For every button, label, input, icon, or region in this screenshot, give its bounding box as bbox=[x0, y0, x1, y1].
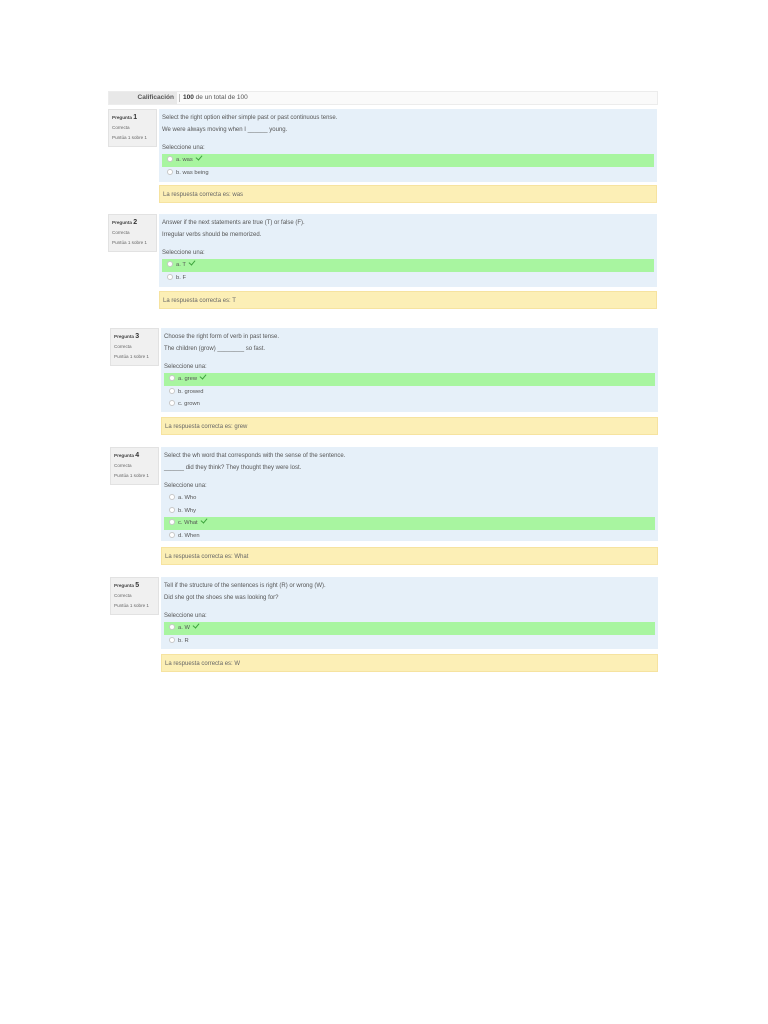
question-instruction: Select the wh word that corresponds with the sense of the sentence. bbox=[164, 453, 346, 459]
question-number-label: Pregunta bbox=[112, 220, 132, 225]
question-number-value: 4 bbox=[135, 452, 140, 459]
answer-option[interactable] bbox=[164, 517, 655, 530]
question-number bbox=[112, 218, 153, 228]
radio-button-icon[interactable] bbox=[167, 169, 173, 175]
question-info bbox=[108, 109, 157, 147]
answer-option[interactable] bbox=[164, 635, 655, 648]
answer-option[interactable] bbox=[164, 492, 655, 505]
answer-option-label: c. grown bbox=[178, 401, 200, 407]
correct-answer-feedback: La respuesta correcta es: What bbox=[161, 547, 658, 565]
select-label: Seleccione una: bbox=[162, 250, 205, 256]
question-number-label: Pregunta bbox=[114, 583, 134, 588]
question-status: Correcta bbox=[114, 344, 132, 349]
grade-summary bbox=[108, 91, 658, 105]
question-prompt: We were always moving when I ______ young. bbox=[162, 127, 288, 133]
grade-score: 100 bbox=[183, 94, 194, 101]
question-status: Correcta bbox=[114, 593, 132, 598]
radio-button-icon[interactable] bbox=[169, 624, 175, 630]
question-content bbox=[161, 328, 658, 412]
question-prompt: Did she got the shoes she was looking for? bbox=[164, 595, 279, 601]
grade-total-text: de un total de 100 bbox=[195, 94, 248, 101]
question-number-value: 1 bbox=[133, 114, 138, 121]
answer-option[interactable] bbox=[162, 167, 654, 180]
correct-answer-feedback: La respuesta correcta es: was bbox=[159, 185, 657, 203]
question-number-value: 3 bbox=[135, 333, 140, 340]
question-prompt: The children (grow) ________ so fast. bbox=[164, 346, 266, 352]
answer-option-label: a. T bbox=[176, 262, 186, 268]
grade-divider bbox=[179, 94, 180, 102]
radio-button-icon[interactable] bbox=[169, 388, 175, 394]
answer-option-label: a. Who bbox=[178, 495, 197, 501]
answer-option-label: b. F bbox=[176, 274, 186, 281]
radio-button-icon[interactable] bbox=[167, 274, 173, 280]
question-info bbox=[110, 577, 159, 615]
select-label: Seleccione una: bbox=[164, 483, 207, 489]
answer-option[interactable] bbox=[164, 386, 655, 399]
select-label: Seleccione una: bbox=[162, 145, 205, 151]
question-status: Correcta bbox=[112, 230, 130, 235]
question-content bbox=[159, 109, 657, 182]
grade-value bbox=[183, 92, 248, 104]
select-label: Seleccione una: bbox=[164, 364, 207, 370]
answer-option-label: a. grew bbox=[178, 376, 198, 382]
answer-option[interactable] bbox=[164, 530, 655, 543]
answer-option[interactable] bbox=[164, 373, 655, 386]
question-instruction: Select the right option either simple past or past continuous tense. bbox=[162, 115, 338, 121]
question-points: Puntúa 1 sobre 1 bbox=[112, 135, 147, 140]
answer-option[interactable] bbox=[162, 154, 654, 167]
radio-button-icon[interactable] bbox=[169, 494, 175, 500]
checkmark-icon bbox=[188, 258, 195, 265]
question-instruction: Choose the right form of verb in past tense. bbox=[164, 334, 280, 340]
radio-button-icon[interactable] bbox=[169, 507, 175, 513]
answer-option-label: a. W bbox=[178, 625, 190, 631]
answer-option[interactable] bbox=[162, 259, 654, 272]
question-info bbox=[108, 214, 157, 252]
question-number bbox=[114, 451, 155, 461]
question-status: Correcta bbox=[112, 125, 130, 130]
question-number bbox=[114, 332, 155, 342]
question-number-label: Pregunta bbox=[114, 453, 134, 458]
radio-button-icon[interactable] bbox=[169, 532, 175, 538]
question-instruction: Answer if the next statements are true (T) or false (F). bbox=[162, 220, 305, 226]
checkmark-icon bbox=[200, 372, 207, 379]
select-label: Seleccione una: bbox=[164, 613, 207, 619]
question-number-value: 2 bbox=[133, 219, 138, 226]
question-info bbox=[110, 447, 159, 485]
question-content bbox=[161, 577, 658, 649]
question-points: Puntúa 1 sobre 1 bbox=[112, 240, 147, 245]
answer-option[interactable] bbox=[164, 505, 655, 518]
radio-button-icon[interactable] bbox=[167, 261, 173, 267]
answer-option-label: b. was being bbox=[176, 169, 209, 176]
checkmark-icon bbox=[192, 621, 199, 628]
radio-button-icon[interactable] bbox=[167, 156, 173, 162]
question-points: Puntúa 1 sobre 1 bbox=[114, 473, 149, 478]
answer-option[interactable] bbox=[164, 398, 655, 411]
correct-answer-feedback: La respuesta correcta es: grew bbox=[161, 417, 658, 435]
question-number-label: Pregunta bbox=[114, 334, 134, 339]
question-points: Puntúa 1 sobre 1 bbox=[114, 354, 149, 359]
answer-option-label: d. When bbox=[178, 532, 200, 539]
question-number bbox=[114, 581, 155, 591]
answer-option-label: c. What bbox=[178, 520, 198, 526]
grade-label: Calificación bbox=[109, 92, 177, 104]
question-prompt: Irregular verbs should be memorized. bbox=[162, 232, 262, 238]
radio-button-icon[interactable] bbox=[169, 375, 175, 381]
question-info bbox=[110, 328, 159, 366]
radio-button-icon[interactable] bbox=[169, 637, 175, 643]
answer-option[interactable] bbox=[164, 622, 655, 635]
question-content bbox=[159, 214, 657, 287]
checkmark-icon bbox=[200, 516, 207, 523]
checkmark-icon bbox=[195, 153, 202, 160]
answer-option-label: b. R bbox=[178, 637, 189, 644]
correct-answer-feedback: La respuesta correcta es: T bbox=[159, 291, 657, 309]
question-number bbox=[112, 113, 153, 123]
correct-answer-feedback: La respuesta correcta es: W bbox=[161, 654, 658, 672]
answer-option-label: b. growed bbox=[178, 388, 204, 395]
radio-button-icon[interactable] bbox=[169, 400, 175, 406]
question-number-label: Pregunta bbox=[112, 115, 132, 120]
question-status: Correcta bbox=[114, 463, 132, 468]
question-number-value: 5 bbox=[135, 582, 140, 589]
answer-option-label: b. Why bbox=[178, 507, 197, 514]
question-instruction: Tell if the structure of the sentences is right (R) or wrong (W). bbox=[164, 583, 326, 589]
question-prompt: ______ did they think? They thought they were lost. bbox=[164, 465, 302, 471]
answer-option-label: a. was bbox=[176, 157, 193, 163]
question-points: Puntúa 1 sobre 1 bbox=[114, 603, 149, 608]
radio-button-icon[interactable] bbox=[169, 519, 175, 525]
question-content bbox=[161, 447, 658, 541]
answer-option[interactable] bbox=[162, 272, 654, 285]
